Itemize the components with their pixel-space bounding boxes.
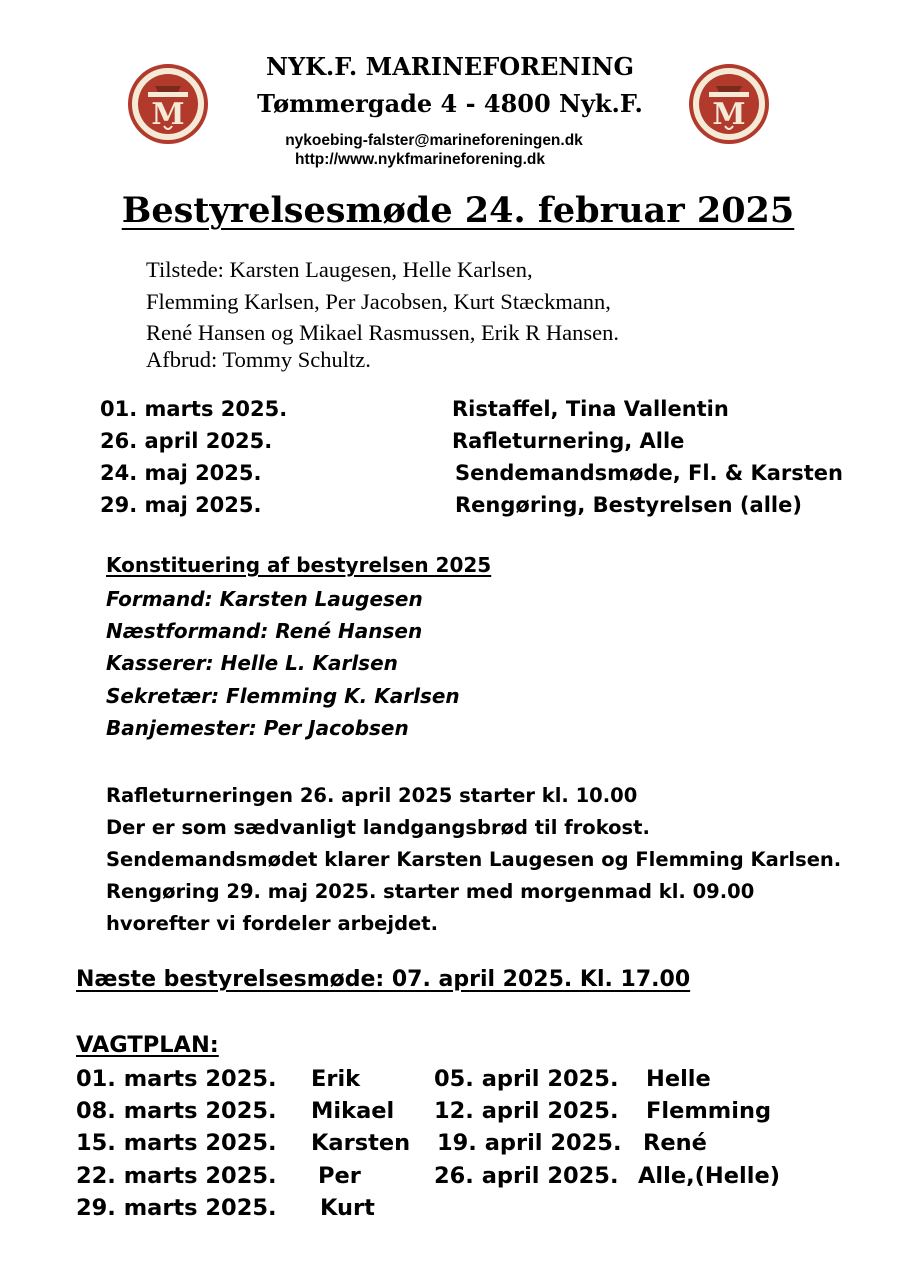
watch-date: 29. marts 2025. xyxy=(76,1195,277,1221)
board-role: Formand: Karsten Laugesen xyxy=(106,587,423,611)
watch-date: 01. marts 2025. xyxy=(76,1066,277,1092)
watch-date: 08. marts 2025. xyxy=(76,1098,277,1124)
note-line: Rengøring 29. maj 2025. starter med morgenmad kl. 09.00 xyxy=(106,880,755,903)
board-role: Kasserer: Helle L. Karlsen xyxy=(106,651,398,675)
event-date: 29. maj 2025. xyxy=(100,493,262,517)
event-date: 01. marts 2025. xyxy=(100,397,288,421)
svg-text:M: M xyxy=(151,97,185,132)
note-line: Rafleturneringen 26. april 2025 starter kl. 10.00 xyxy=(106,784,638,807)
board-role: Banjemester: Per Jacobsen xyxy=(106,716,409,740)
watch-name: Mikael xyxy=(311,1098,395,1124)
absence-line: Afbrud: Tommy Schultz. xyxy=(146,347,371,372)
attendance-line: Tilstede: Karsten Laugesen, Helle Karlsen, xyxy=(146,257,533,282)
watch-date: 22. marts 2025. xyxy=(76,1163,277,1189)
event-date: 24. maj 2025. xyxy=(100,461,262,485)
event-description: Ristaffel, Tina Vallentin xyxy=(452,397,729,421)
next-meeting: Næste bestyrelsesmøde: 07. april 2025. Kl. 17.00 xyxy=(76,967,691,992)
watch-date: 15. marts 2025. xyxy=(76,1130,277,1156)
note-line: Sendemandsmødet klarer Karsten Laugesen og Flemming Karlsen. xyxy=(106,848,842,871)
board-role: Næstformand: René Hansen xyxy=(106,619,423,643)
watch-date: 19. april 2025. xyxy=(437,1130,622,1156)
note-line: Der er som sædvanligt landgangsbrød til frokost. xyxy=(106,816,650,839)
watch-name: Karsten xyxy=(311,1130,411,1156)
meeting-title: Bestyrelsesmøde 24. februar 2025 xyxy=(121,190,795,231)
watch-name: René xyxy=(643,1130,707,1156)
watch-name: Kurt xyxy=(320,1195,375,1221)
watch-date: 26. april 2025. xyxy=(434,1163,619,1189)
svg-text:M: M xyxy=(712,97,746,132)
event-description: Rengøring, Bestyrelsen (alle) xyxy=(455,493,802,517)
attendance-line: René Hansen og Mikael Rasmussen, Erik R Hansen. xyxy=(146,320,620,345)
attendance-line: Flemming Karlsen, Per Jacobsen, Kurt Stæckmann, xyxy=(146,289,611,314)
watch-name: Helle xyxy=(646,1066,711,1092)
watch-name: Alle,(Helle) xyxy=(638,1163,780,1189)
event-description: Rafleturnering, Alle xyxy=(452,429,685,453)
event-date: 26. april 2025. xyxy=(100,429,273,453)
watch-plan-title: VAGTPLAN: xyxy=(76,1032,219,1058)
watch-name: Erik xyxy=(311,1066,361,1092)
board-role: Sekretær: Flemming K. Karlsen xyxy=(106,684,460,708)
board-title: Konstituering af bestyrelsen 2025 xyxy=(106,553,492,577)
watch-date: 12. april 2025. xyxy=(434,1098,619,1124)
event-description: Sendemandsmøde, Fl. & Karsten xyxy=(455,461,843,485)
org-website: http://www.nykfmarineforening.dk xyxy=(294,151,546,168)
watch-date: 05. april 2025. xyxy=(434,1066,619,1092)
watch-name: Per xyxy=(318,1163,361,1189)
note-line: hvorefter vi fordeler arbejdet. xyxy=(106,912,439,935)
org-email: nykoebing-falster@marineforeningen.dk xyxy=(285,132,583,149)
watch-name: Flemming xyxy=(646,1098,772,1124)
org-address: Tømmergade 4 - 4800 Nyk.F. xyxy=(257,89,643,118)
org-name: NYK.F. MARINEFORENING xyxy=(266,52,634,81)
